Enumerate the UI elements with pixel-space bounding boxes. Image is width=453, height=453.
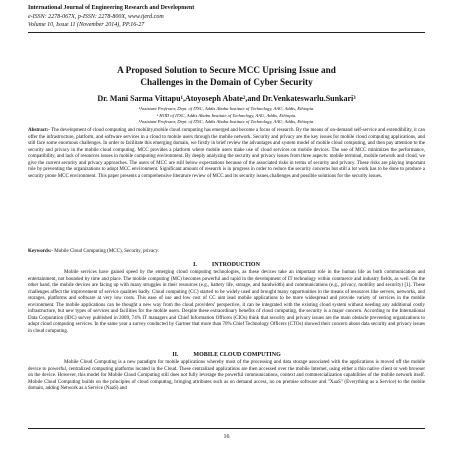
journal-name: International Journal of Engineering Research and Development — [28, 5, 195, 11]
section-2-text: Mobile Cloud Computing is a new paradigm for mobile applications whereby most of the processing and data storage associated with the applications is moved off the mobile device to powerful, centralized computing platforms located in the Cloud. These centralized applications are then accessed over the mobile Internet, using either a thin native client or web browser on the device. However, this model for Mobile Cloud Computing still does not fully leverage the powerful communications, context and commercialization capabilities of the mobile network itself. Mobile Cloud Computing builds on the principles of cloud computing, bringing attributes such as on demand access, no on premise software and "XaaS" (Everything as a Service) to the mobile domain, adding Network as a Service (NaaS) and — [28, 360, 425, 391]
header-divider — [28, 32, 425, 33]
page-number: 16 — [223, 434, 230, 440]
section-2-heading: II. MOBILE CLOUD COMPUTING — [172, 352, 281, 358]
footer-divider — [28, 428, 425, 429]
abstract — [28, 128, 425, 180]
title-line-1: A Proposed Solution to Secure MCC Uprising Issue and — [117, 65, 336, 75]
keywords — [28, 249, 425, 256]
abstract-label: Abstract:- — [28, 128, 50, 133]
keywords-text: Mobile Cloud Computing (MCC), Security, privacy. — [53, 249, 159, 254]
affiliation-1: ¹Assistant Professor, Dept. of ITSC, Addis Ababa Institute of Technology, AAU, Addis, Ethiopia. — [138, 106, 315, 111]
paper-title — [28, 64, 425, 88]
title-line-2: Challenges in the Domain of Cyber Security — [140, 77, 313, 87]
abstract-text: The development of cloud computing and mobility,mobile cloud computing has emerged and become a focus of research. By the means of on-demand self-service and extendibility, it can offer the infrastructure, platform, and software services in a cloud to mobile users through the mobile network. Security and privacy are the key issues for mobile cloud computing applications, and still face some enormous challenges. In order to facilitate this emerging domain, we firstly in brief review the advantages and system model of mobile cloud computing, and then pay attention to the security and privacy in the mobile cloud computing. MCC provides a platform where mobile users make use of cloud services on mobile devices. The use of MCC minimizes the performance, compatibility, and lack of resources issues in mobile computing environment. By deeply analyzing the security and privacy issues from three aspects: mobile terminal, mobile network and cloud, we give the current security and privacy approaches. The users of MCC are still below expectations because of the associated risks in terms of security and privacy. These risks are playing important role by preventing the organizations to adopt MCC environment. Significant amount of research is in progress in order to reduce the security concerns but still a lot work has to be done to produce a security prone MCC environment. This paper presents a comprehensive literature review of MCC and its security issues,challenges and possible solutions for the security issues. — [28, 128, 425, 179]
journal-issn: e-ISSN: 2278-067X, p-ISSN: 2278-800X, www.ijerd.com — [28, 14, 164, 20]
journal-volume: Volume 10, Issue 11 (November 2014), PP.16-27 — [28, 22, 145, 28]
keywords-label: Keywords:- — [28, 249, 53, 254]
affiliation-3: ³Assistant Professor, Dept. of ITSC, Addis Ababa Institute of Technology, AAU, Addis, Ethiopia. — [138, 119, 315, 124]
journal-header — [28, 4, 428, 29]
author-list: Dr. Mani Sarma Vittapu¹,Atoyoseph Abate²,and Dr.Venkateswarlu.Sunkari³ — [97, 94, 356, 103]
section-1-text: Mobile services have gained speed by the emerging cloud computing technologies, as these devices take an important role in the human life as both communication and entertainment, not bounded by time and place. The mobile computing (MC) becomes powerful and rapid in the development of IT technology within commerce and industry fields, as well. On the other hand, the mobile devices are facing up with many struggles in their resources (e.g., battery life, storage, and bandwidth) and communications (e.g., privacy, mobility and security) [1]. These challenges affect the improvement of service qualities badly. Cloud computing (CC) started to be widely used and brought many opportunities in the means of resources like servers, networks, and storages, platforms and software at very low costs. This ease of use and low cost of CC aim lead mobile applications to be more widespread and provide variety of services in the mobile environment. The mobile applications can be thought a new way from the cloud providers' perspective, it can be integrated with the existing cloud system without needing any additional costly infrastructure, but new types of services and facilities for the mobile users. Despite these extraordinary benefits of cloud computing, the security is a major concern. According to the International Data Corporation (IDC) survey published in 2009, 74% IT managers and Chief Information Officers (CIOs) think that security and privacy issues are the main obstacle preventing organizations to adopt cloud computing services. In the same year a survey conducted by Gartner that more than 70% Chief Technology Officers (CTOs) showed their concern about data security and privacy issues in cloud computing. — [28, 270, 425, 334]
affiliation-2: ² HOD of ITSC, Addis Ababa Institute of Technology, AAU, Addis, Ethiopia. — [156, 112, 297, 118]
section-1-heading: I. INTRODUCTION — [193, 262, 260, 268]
